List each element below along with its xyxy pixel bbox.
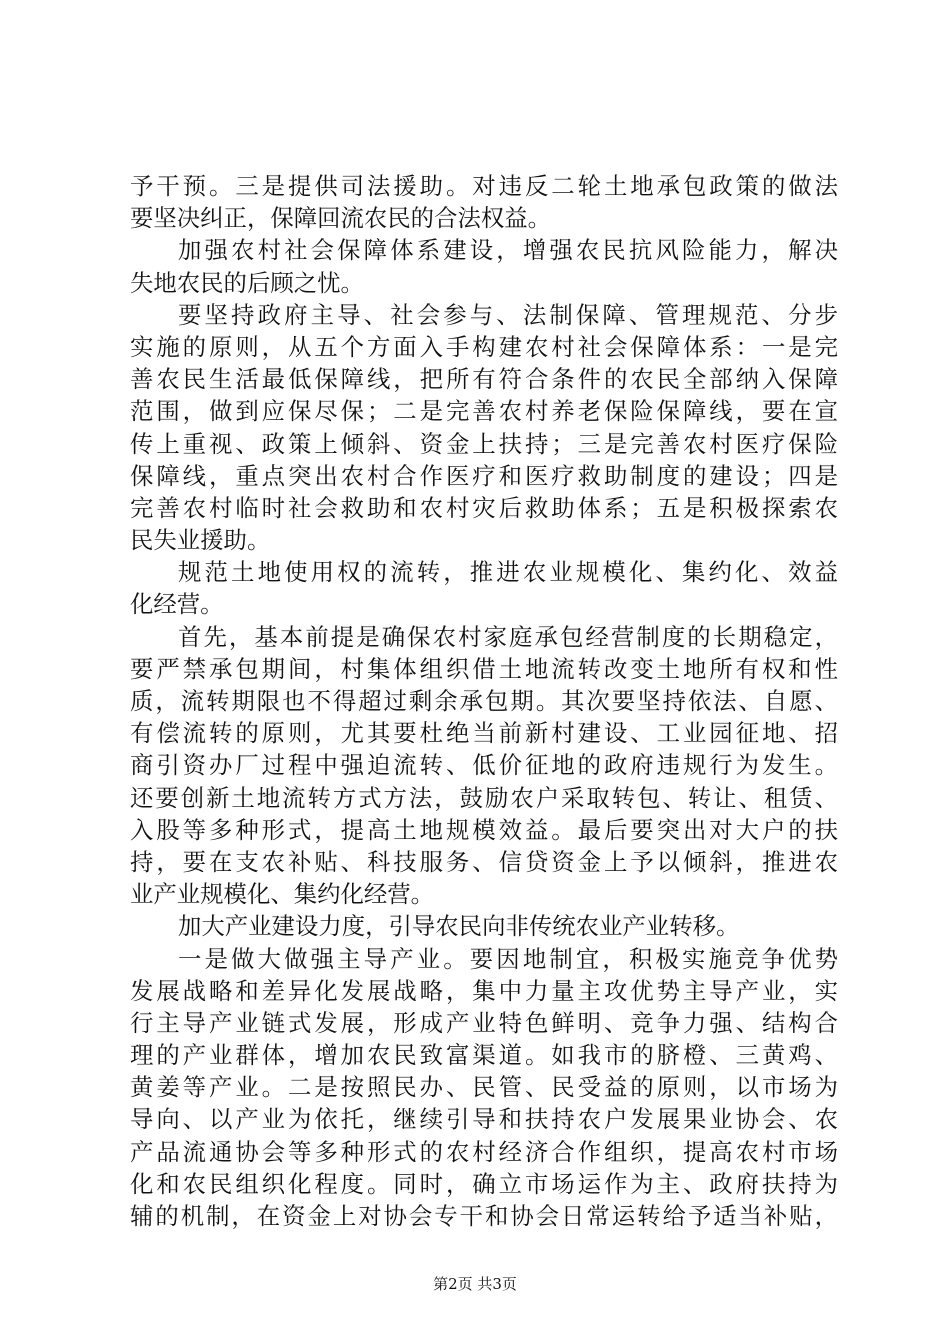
text-line: 持，要在支农补贴、科技服务、信贷资金上予以倾斜，推进农: [130, 847, 838, 876]
text-line: 完善农村临时社会救助和农村灾后救助体系；五是积极探索农: [130, 493, 838, 522]
text-line: 辅的机制，在资金上对协会专干和协会日常运转给予适当补贴，: [130, 1202, 838, 1230]
text-line: 规范土地使用权的流转，推进农业规模化、集约化、效益: [178, 558, 838, 587]
text-line: 要坚持政府主导、社会参与、法制保障、管理规范、分步: [178, 300, 838, 329]
text-line: 予干预。三是提供司法援助。对违反二轮土地承包政策的做法: [130, 172, 838, 200]
text-line: 有偿流转的原则，尤其要杜绝当前新村建设、工业园征地、招: [130, 719, 838, 748]
text-line: 还要创新土地流转方式方法，鼓励农户采取转包、转让、租赁、: [130, 783, 838, 812]
text-line: 一是做大做强主导产业。要因地制宜，积极实施竞争优势: [178, 944, 838, 973]
text-line: 理的产业群体，增加农民致富渠道。如我市的脐橙、三黄鸡、: [130, 1041, 838, 1070]
text-line: 保障线，重点突出农村合作医疗和医疗救助制度的建设；四是: [130, 461, 838, 490]
text-line: 要坚决纠正，保障回流农民的合法权益。: [130, 204, 552, 233]
text-line: 产品流通协会等多种形式的农村经济合作组织，提高农村市场: [130, 1137, 838, 1166]
text-line: 传上重视、政策上倾斜、资金上扶持；三是完善农村医疗保险: [130, 429, 838, 458]
text-line: 化和农民组织化程度。同时，确立市场运作为主、政府扶持为: [130, 1169, 838, 1198]
text-line: 业产业规模化、集约化经营。: [130, 880, 435, 909]
page-footer: 第2页 共3页: [433, 1275, 517, 1293]
text-line: 商引资办厂过程中强迫流转、低价征地的政府违规行为发生。: [130, 751, 838, 780]
text-line: 行主导产业链式发展，形成产业特色鲜明、竞争力强、结构合: [130, 1008, 838, 1037]
text-line: 范围，做到应保尽保；二是完善农村养老保险保障线，要在宣: [130, 397, 838, 426]
text-line: 质，流转期限也不得超过剩余承包期。其次要坚持依法、自愿、: [130, 687, 838, 715]
text-line: 化经营。: [130, 590, 224, 619]
text-line: 要严禁承包期间，村集体组织借土地流转改变土地所有权和性: [130, 654, 838, 683]
text-line: 失地农民的后顾之忧。: [130, 268, 364, 297]
text-line: 黄姜等产业。二是按照民办、民管、民受益的原则，以市场为: [130, 1073, 838, 1102]
text-line: 入股等多种形式，提高土地规模效益。最后要突出对大户的扶: [130, 815, 838, 844]
text-line: 善农民生活最低保障线，把所有符合条件的农民全部纳入保障: [130, 365, 838, 394]
text-line: 民失业援助。: [130, 526, 271, 555]
text-line: 实施的原则，从五个方面入手构建农村社会保障体系：一是完: [130, 332, 838, 361]
text-line: 加强农村社会保障体系建设，增强农民抗风险能力，解决: [178, 236, 838, 265]
text-line: 加大产业建设力度，引导农民向非传统农业产业转移。: [178, 912, 740, 941]
document-body: [130, 170, 838, 1232]
text-line: 发展战略和差异化发展战略，集中力量主攻优势主导产业，实: [130, 976, 838, 1005]
text-line: 首先，基本前提是确保农村家庭承包经营制度的长期稳定，: [178, 622, 838, 651]
text-line: 导向、以产业为依托，继续引导和扶持农户发展果业协会、农: [130, 1105, 838, 1134]
